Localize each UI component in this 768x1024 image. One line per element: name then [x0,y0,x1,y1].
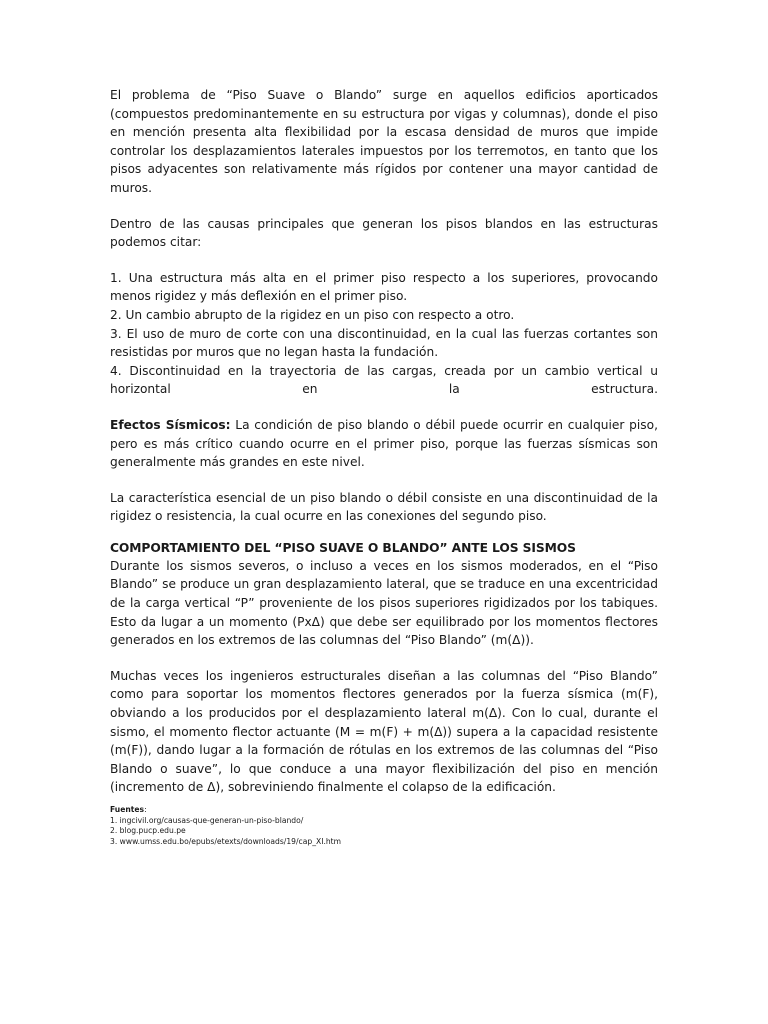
source-item-2: 2. blog.pucp.edu.pe [110,826,186,836]
source-item-3: 3. www.umss.edu.bo/epubs/etexts/downloads/19/cap_XI.htm [110,836,342,846]
effects-text: La condición de piso blando o débil puede ocurrir en cualquier piso, pero es más crítico cuando ocurre en el primer piso, porque las fuerzas sísmicas son generalmente más grandes en este nivel. [110,417,658,470]
intro-paragraph: El problema de “Piso Suave o Blando” surge en aquellos edificios aporticados (compuestos predominantemente en su estructura por vigas y columnas), donde el piso en mención presenta alta flexibilidad por la escasa densidad de muros que impide controlar los desplazamientos laterales impuestos por los terremotos, en tanto que los pisos adyacentes son relativamente más rígidos por contener una mayor cantidad de muros. [110,88,658,195]
sources-block [110,805,658,847]
causes-list [110,269,658,399]
section-heading: COMPORTAMIENTO DEL “PISO SUAVE O BLANDO” ANTE LOS SISMOS [110,540,576,555]
effects-paragraph [110,416,658,472]
causes-intro-paragraph: Dentro de las causas principales que generan los pisos blandos en las estructuras podemos citar: [110,216,658,250]
during-paragraph: Durante los sismos severos, o incluso a veces en los sismos moderados, en el “Piso Blando” se produce un gran desplazamiento lateral, que se traduce en una excentricidad de la carga vertical “P” proveniente de los pisos superiores rigidizados por los tabiques. Esto da lugar a un momento (PxΔ) que debe ser equilibrado por los momentos flectores generados en los extremos de las columnas del “Piso Blando” (m(Δ)). [110,558,658,648]
cause-item-4: 4. Discontinuidad en la trayectoria de las cargas, creada por un cambio vertical u horizontal en la estructura. [110,363,658,397]
document-page [110,86,658,847]
engineers-paragraph: Muchas veces los ingenieros estructurales diseñan a las columnas del “Piso Blando” como para soportar los momentos flectores generados por la fuerza sísmica (m(F), obviando a los producidos por el desplazamiento lateral m(Δ). Con lo cual, durante el sismo, el momento flector actuante (M = m(F) + m(Δ)) supera a la capacidad resistente (m(F)), dando lugar a la formación de rótulas en los extremos de las columnas del “Piso Blando o suave”, lo que conduce a una mayor flexibilización del piso en mención (incremento de Δ), sobreviniendo finalmente el colapso de la edificación. [110,668,658,795]
cause-item-2: 2. Un cambio abrupto de la rigidez en un piso con respecto a otro. [110,307,515,322]
effects-label: Efectos Sísmicos: [110,417,231,432]
characteristic-paragraph: La característica esencial de un piso blando o débil consiste en una discontinuidad de la rigidez o resistencia, la cual ocurre en las conexiones del segundo piso. [110,490,658,524]
sources-heading [110,805,658,816]
sources-title: Fuentes [110,805,145,814]
sources-colon: : [144,805,147,814]
source-item-1: 1. ingcivil.org/causas-que-generan-un-piso-blando/ [110,815,304,825]
cause-item-3: 3. El uso de muro de corte con una discontinuidad, en la cual las fuerzas cortantes son resistidas por muros que no legan hasta la fundación. [110,326,658,360]
cause-item-1: 1. Una estructura más alta en el primer piso respecto a los superiores, provocando menos rigidez y más deflexión en el primer piso. [110,270,658,304]
